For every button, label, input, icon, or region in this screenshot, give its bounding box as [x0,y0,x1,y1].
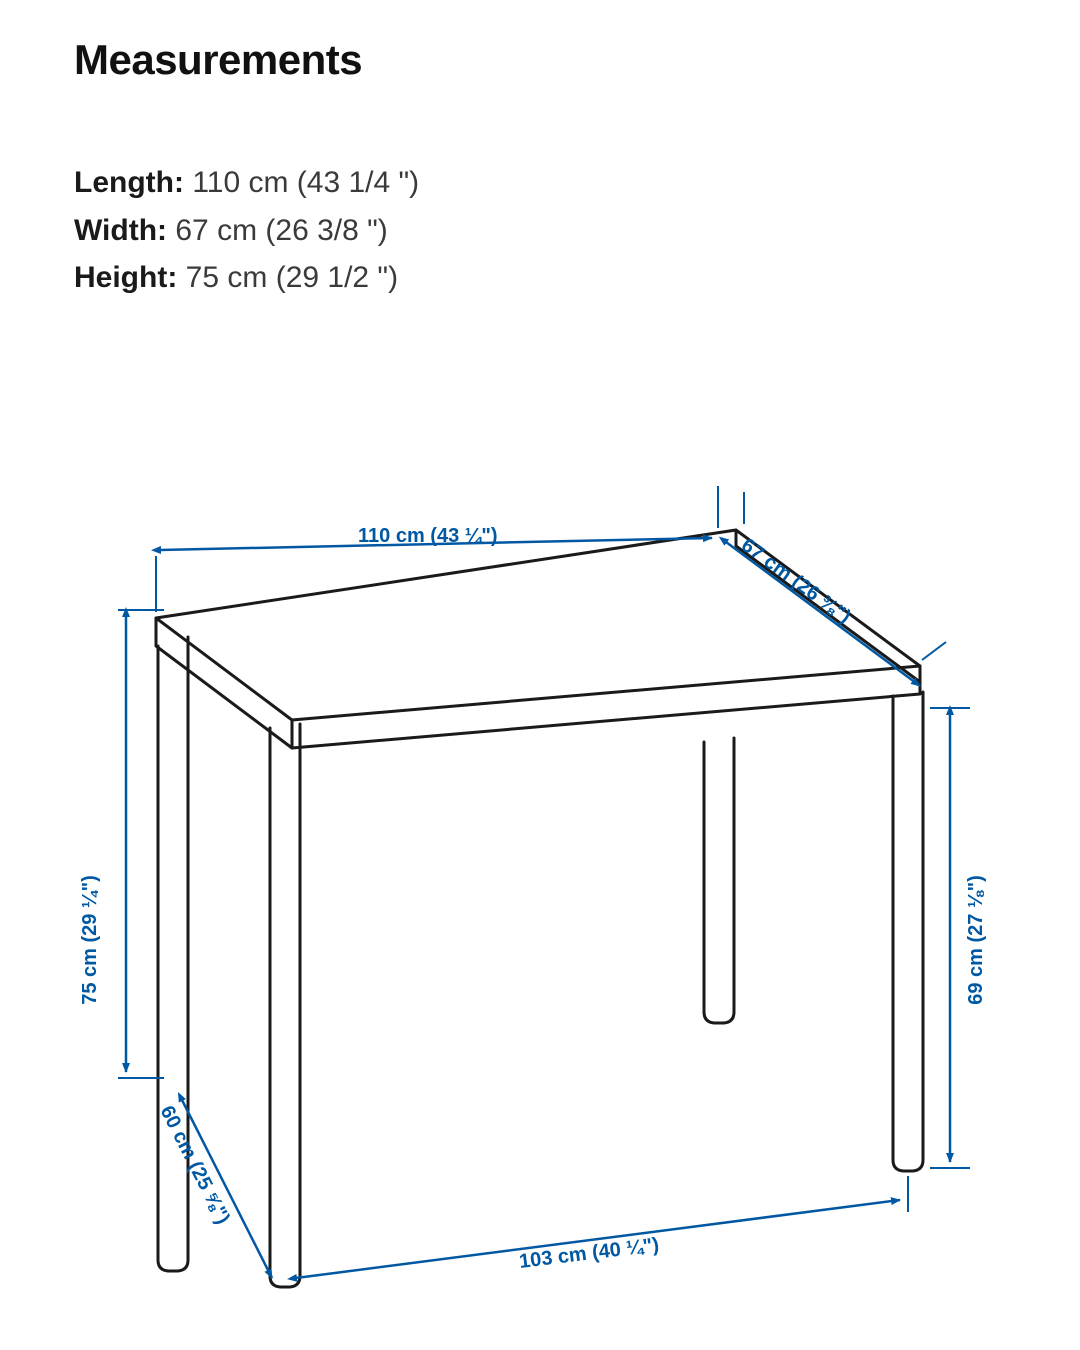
spec-label-width: Width: [74,213,168,247]
spec-value-height: 75 cm (29 1/2 ") [185,261,399,295]
label-height-right: 69 cm (27 ⅛") [965,875,987,1005]
page-title: Measurements [74,36,363,83]
spec-list [74,165,774,308]
table-dimension-diagram [0,470,1080,1340]
spec-value-length: 110 cm (43 1/4 ") [192,166,420,199]
label-depth-bottom-left: 60 cm (25 ⅝") [155,1102,234,1228]
spec-value-width: 67 cm (26 3/8 ") [175,213,388,247]
spec-label-length: Length: [74,166,184,199]
spec-label-height: Height: [74,261,178,295]
label-depth-top-right: 67 cm (26 ⅜") [737,534,855,629]
spec-row [74,165,774,202]
label-length-top: 110 cm (43 ¼") [358,525,498,547]
spec-row [74,213,774,250]
spec-row [74,260,774,297]
label-length-bottom: 103 cm (40 ¼") [517,1233,661,1273]
dimension-labels [79,525,987,1273]
label-height-left: 75 cm (29 ¼") [79,875,101,1005]
table-illustration [156,530,923,1287]
